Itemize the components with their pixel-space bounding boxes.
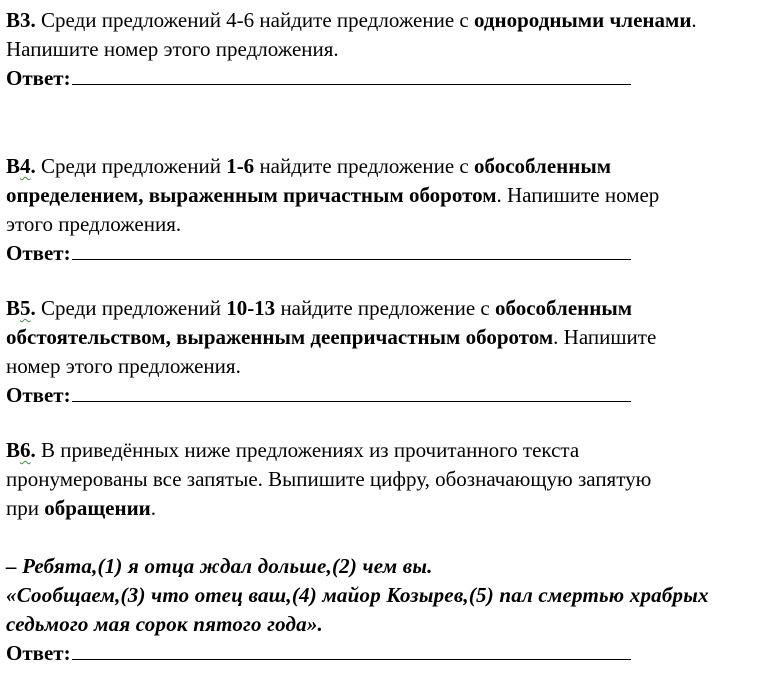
task-number-text: В4. xyxy=(6,154,36,178)
task-text: . Напишите номер xyxy=(496,183,660,207)
answer-blank-line[interactable] xyxy=(72,401,631,402)
answer-field[interactable] xyxy=(6,239,659,268)
answer-label: Ответ: xyxy=(6,66,71,90)
spacer xyxy=(6,523,709,552)
task-b6-line-2: пронумерованы все запятые. Выпишите цифру, обозначающую запятую xyxy=(6,467,652,491)
task-text: Среди предложений 4-6 найдите предложение с xyxy=(41,8,474,32)
answer-label: Ответ: xyxy=(6,641,71,665)
answer-blank-line[interactable] xyxy=(72,659,631,660)
task-b5 xyxy=(6,294,656,410)
task-b6-line-1 xyxy=(6,436,709,465)
task-text: найдите предложение с xyxy=(275,296,496,320)
task-b5-line-2 xyxy=(6,323,656,352)
task-b6-line-3 xyxy=(6,494,709,523)
task-text-bold: 10-13 xyxy=(226,296,276,320)
task-text: Среди предложений xyxy=(41,296,227,320)
task-text: при xyxy=(6,496,45,520)
answer-blank-line[interactable] xyxy=(72,84,631,85)
quote-line-1: – Ребята,(1) я отца ждал дольше,(2) чем вы. xyxy=(6,554,433,578)
task-b3-line-1 xyxy=(6,6,697,35)
task-text: . xyxy=(150,496,157,520)
task-b4-line-2 xyxy=(6,181,659,210)
task-text-bold: 1-6 xyxy=(226,154,255,178)
spellcheck-underline: 4 xyxy=(20,154,31,178)
task-text: В приведённых ниже предложениях из прочитанного текста xyxy=(41,438,580,462)
task-text: Среди предложений xyxy=(41,154,227,178)
task-b5-line-1 xyxy=(6,294,656,323)
task-text-bold: обращении xyxy=(44,496,151,520)
quote-line-3: седьмого мая сорок пятого года». xyxy=(6,612,323,636)
answer-field[interactable] xyxy=(6,64,697,93)
task-number: В5. xyxy=(6,296,36,320)
task-text-bold: определением, выраженным причастным оборотом xyxy=(6,183,497,207)
task-text-bold: однородными членами xyxy=(474,8,692,32)
task-number: В6. xyxy=(6,438,36,462)
task-text: . Напишите xyxy=(553,325,657,349)
task-text-bold: обособленным xyxy=(474,154,612,178)
task-b5-line-3: номер этого предложения. xyxy=(6,354,241,378)
task-text-bold: обстоятельством, выраженным деепричастным оборотом xyxy=(6,325,554,349)
quoted-passage xyxy=(6,552,709,639)
task-number xyxy=(6,154,36,178)
spellcheck-underline: 5 xyxy=(20,296,31,320)
task-b3 xyxy=(6,6,697,93)
answer-blank-line[interactable] xyxy=(72,259,631,260)
answer-label: Ответ: xyxy=(6,241,71,265)
task-b6 xyxy=(6,436,709,668)
task-b4-line-1 xyxy=(6,152,659,181)
spellcheck-underline: 6 xyxy=(20,438,31,462)
answer-field[interactable] xyxy=(6,639,709,668)
quote-line-2: «Сообщаем,(3) что отец ваш,(4) майор Козырев,(5) пал смертью храбрых xyxy=(6,583,709,607)
task-number: B3. xyxy=(6,8,36,32)
task-b4-line-3: этого предложения. xyxy=(6,212,182,236)
task-text: найдите предложение с xyxy=(254,154,475,178)
task-b4 xyxy=(6,152,659,268)
answer-label: Ответ: xyxy=(6,383,71,407)
answer-field[interactable] xyxy=(6,381,656,410)
task-b3-line-2: Напишите номер этого предложения. xyxy=(6,37,339,61)
task-text-bold: обособленным xyxy=(495,296,633,320)
task-text: . xyxy=(691,8,697,32)
